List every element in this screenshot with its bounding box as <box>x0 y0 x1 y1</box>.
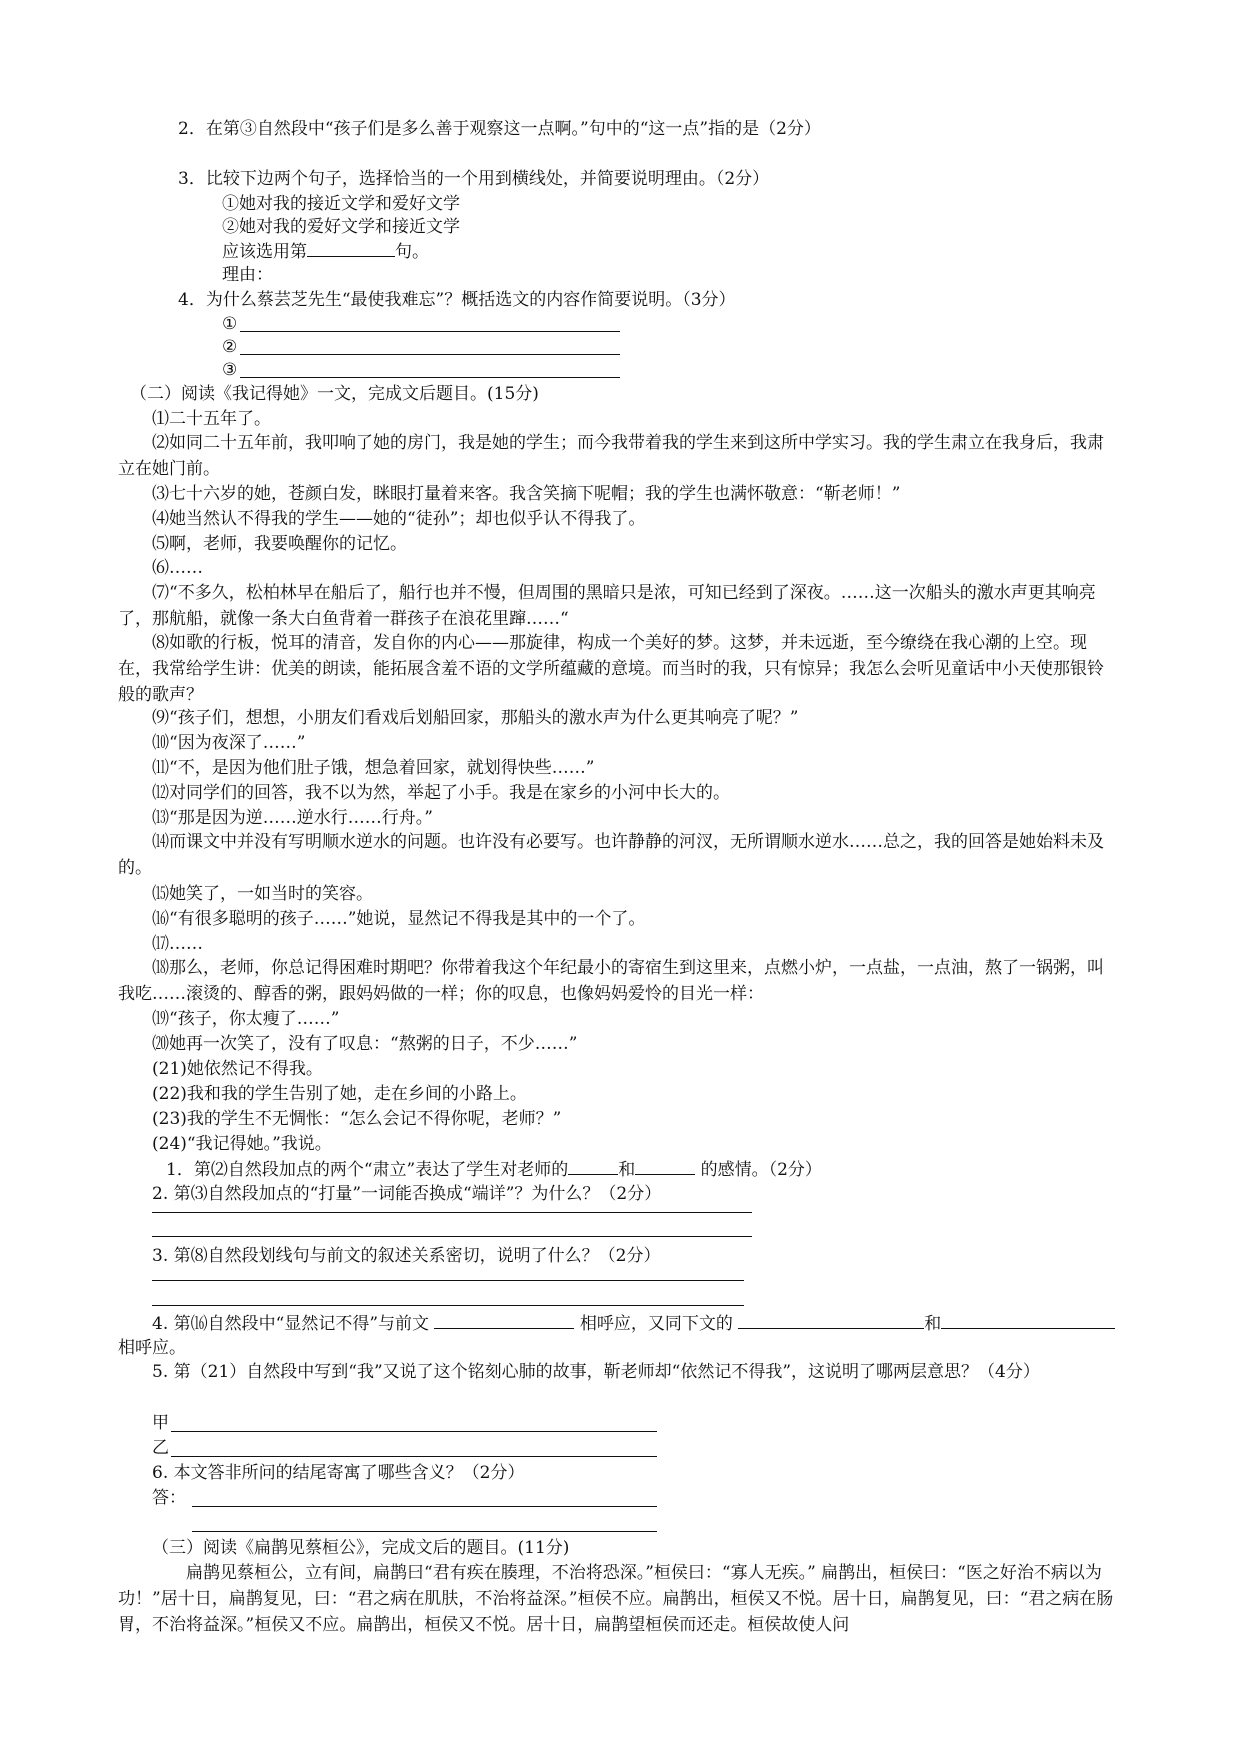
paragraph-10: ⑽“因为夜深了……” <box>152 733 306 753</box>
q5-label-b: 乙 <box>152 1438 169 1458</box>
q3-answer-line-2[interactable] <box>152 1305 744 1306</box>
paragraph-19: ⒆“孩子，你太瘦了……” <box>152 1009 340 1029</box>
paragraph-6: ⑹…… <box>152 558 203 578</box>
q6-answer-line-1[interactable] <box>192 1506 657 1507</box>
q2-answer-line-2[interactable] <box>152 1236 752 1237</box>
q4-blank-1[interactable] <box>434 1312 574 1329</box>
s2-question-5: 5. 第（21）自然段中写到“我”又说了这个铭刻心肺的故事，靳老师却“依然记不得我”，这说明了哪两层意思？（4分） <box>152 1362 1040 1382</box>
choose-blank[interactable] <box>307 240 395 257</box>
s2-question-4: 4. 第⒃自然段中“显然记不得”与前文 相呼应，又同下文的 和 <box>152 1312 1115 1335</box>
s2-question-4-end: 相呼应。 <box>118 1338 186 1358</box>
paragraph-23: (23)我的学生不无惆怅：“怎么会记不得你呢，老师？” <box>152 1109 562 1129</box>
question-3-choose: 应该选用第 句。 <box>222 242 429 262</box>
question-3-option-1: ①她对我的接近文学和爱好文学 <box>222 194 460 214</box>
q5-label-a: 甲 <box>152 1413 169 1433</box>
paragraph-22: (22)我和我的学生告别了她，走在乡间的小路上。 <box>152 1084 527 1104</box>
paragraph-24: (24)“我记得她。”我说。 <box>152 1134 332 1154</box>
answer-mark-1: ① <box>222 314 238 334</box>
question-3-reason: 理由： <box>222 265 273 285</box>
paragraph-3: ⑶七十六岁的她，苍颜白发，眯眼打量着来客。我含笑摘下呢帽；我的学生也满怀敬意：“靳老师！” <box>152 484 901 504</box>
paragraph-1: ⑴二十五年了。 <box>152 409 271 429</box>
q1-blank-1[interactable] <box>568 1158 618 1175</box>
paragraph-15: ⒂她笑了，一如当时的笑容。 <box>152 884 373 904</box>
paragraph-8: ⑻如歌的行板，悦耳的清音，发自你的内心——那旋律，构成一个美好的梦。这梦，并未远逝，至今缭绕在我心潮的上空。现在，我常给学生讲：优美的朗读，能拓展含羞不语的文学所蕴藏的意境。而当时的我，只有惊异；我怎么会听见童话中小天使那银铃般的歌声？ <box>118 633 1104 705</box>
section-3-text: 扁鹊见蔡桓公，立有间，扁鹊曰“君有疾在腠理，不治将恐深。”桓侯曰：“寡人无疾。” 扁鹊出，桓侯曰：“医之好治不病以为功！”居十日，扁鹊复见，曰：“君之病在肌肤，不治将益深。”桓侯不应。扁鹊出，桓侯又不悦。居十日，扁鹊复见，曰：“君之病在肠胃，不治将益深。”桓侯又不应。扁鹊出，桓侯又不悦。居十日，扁鹊望桓侯而还走。桓侯故使人问 <box>118 1563 1114 1635</box>
answer-line-2[interactable] <box>240 354 620 355</box>
answer-line-3[interactable] <box>240 377 620 378</box>
q1-blank-2[interactable] <box>635 1158 695 1175</box>
paragraph-9: ⑼“孩子们，想想，小朋友们看戏后划船回家，那船头的激水声为什么更其响亮了呢？” <box>152 708 799 728</box>
paragraph-4: ⑷她当然认不得我的学生——她的“徒孙”；却也似乎认不得我了。 <box>152 509 646 529</box>
paragraph-14: ⒁而课文中并没有写明顺水逆水的问题。也许没有必要写。也许静静的河汊，无所谓顺水逆水……总之，我的回答是她始料未及的。 <box>118 832 1104 878</box>
s2-question-3: 3. 第⑻自然段划线句与前文的叙述关系密切，说明了什么？（2分） <box>152 1246 661 1266</box>
paragraph-11: ⑾“不，是因为他们肚子饿，想急着回家，就划得快些……” <box>152 758 595 778</box>
question-3-stem: 3．比较下边两个句子，选择恰当的一个用到横线处，并简要说明理由。（2分） <box>178 169 770 189</box>
paragraph-12: ⑿对同学们的回答，我不以为然，举起了小手。我是在家乡的小河中长大的。 <box>152 783 730 803</box>
paragraph-13: ⒀“那是因为逆……逆水行……行舟。” <box>152 808 433 828</box>
q6-answer-label: 答： <box>152 1488 186 1508</box>
section-3-heading: （三）阅读《扁鹊见蔡桓公》，完成文后的题目。(11分) <box>152 1538 570 1558</box>
section-2-heading: （二）阅读《我记得她》一文，完成文后题目。(15分) <box>130 384 539 404</box>
paragraph-20: ⒇她再一次笑了，没有了叹息：“熬粥的日子，不少……” <box>152 1034 578 1054</box>
q5-answer-line-a[interactable] <box>171 1431 657 1432</box>
answer-mark-3: ③ <box>222 360 238 380</box>
paragraph-21: (21)她依然记不得我。 <box>152 1059 323 1079</box>
question-3-option-2: ②她对我的爱好文学和接近文学 <box>222 217 460 237</box>
paragraph-16: ⒃“有很多聪明的孩子……”她说，显然记不得我是其中的一个了。 <box>152 909 646 929</box>
question-2: 2．在第③自然段中“孩子们是多么善于观察这一点啊。”句中的“这一点”指的是（2分） <box>178 119 821 139</box>
s2-question-2: 2. 第⑶自然段加点的“打量”一词能否换成“端详”？为什么？（2分） <box>152 1184 662 1204</box>
q4-blank-2[interactable] <box>738 1312 924 1329</box>
s2-question-1: 1．第⑵自然段加点的两个“肃立”表达了学生对老师的 和 的感情。（2分） <box>166 1160 822 1180</box>
paragraph-2: ⑵如同二十五年前，我叩响了她的房门，我是她的学生；而今我带着我的学生来到这所中学实习。我的学生肃立在我身后，我肃立在她门前。 <box>118 433 1104 479</box>
paragraph-5: ⑸啊，老师，我要唤醒你的记忆。 <box>152 534 407 554</box>
q3-answer-line-1[interactable] <box>152 1280 744 1281</box>
paragraph-17: ⒄…… <box>152 934 203 954</box>
q6-answer-line-2[interactable] <box>192 1531 657 1532</box>
q2-answer-line-1[interactable] <box>152 1212 752 1213</box>
paragraph-7: ⑺“不多久，松柏林早在船后了，船行也并不慢，但周围的黑暗只是浓，可知已经到了深夜。……这一次船头的激水声更其响亮了，那航船，就像一条大白鱼背着一群孩子在浪花里蹿……“ <box>118 583 1096 629</box>
answer-line-1[interactable] <box>240 331 620 332</box>
s2-question-6: 6. 本文答非所问的结尾寄寓了哪些含义？（2分） <box>152 1463 525 1483</box>
q4-blank-3[interactable] <box>941 1312 1115 1329</box>
answer-mark-2: ② <box>222 337 238 357</box>
q5-answer-line-b[interactable] <box>171 1456 657 1457</box>
paragraph-18: ⒅那么，老师，你总记得困难时期吧？你带着我这个年纪最小的寄宿生到这里来，点燃小炉，一点盐，一点油，熬了一锅粥，叫我吃……滚烫的、醇香的粥，跟妈妈做的一样；你的叹息，也像妈妈爱怜的目光一样： <box>118 958 1104 1004</box>
question-4-stem: 4．为什么蔡芸芝先生“最使我难忘”？概括选文的内容作简要说明。（3分） <box>178 290 736 310</box>
